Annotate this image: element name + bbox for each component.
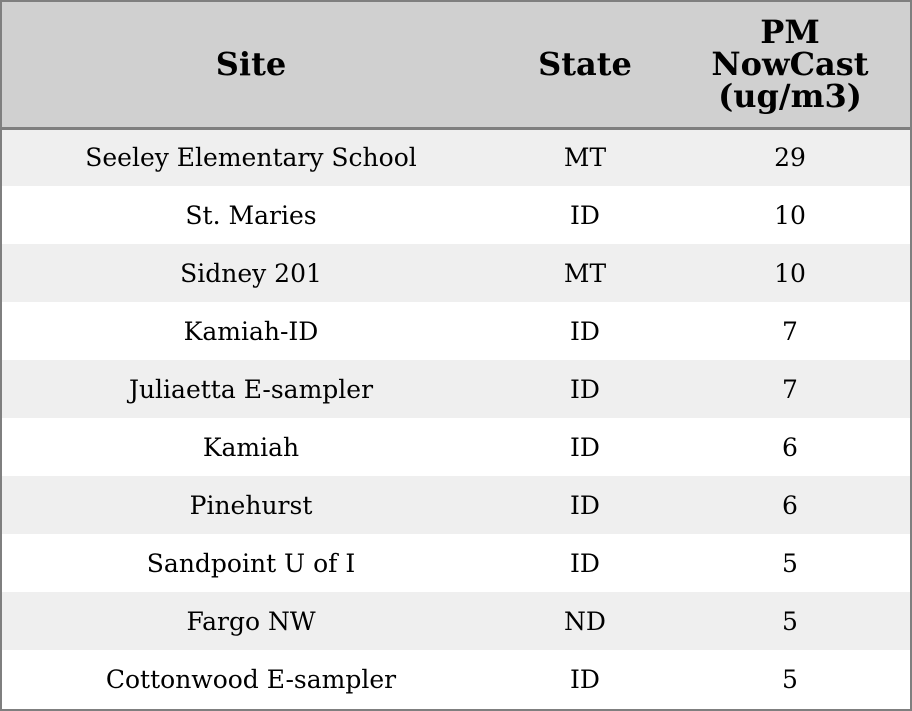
- cell-pm-nowcast: 10: [774, 200, 806, 230]
- cell-site: Juliaetta E-sampler: [128, 374, 374, 404]
- column-header-pm-nowcast: [670, 2, 910, 128]
- table-row: [2, 592, 910, 650]
- cell-site: Kamiah-ID: [183, 316, 319, 346]
- cell-pm-nowcast: 5: [782, 548, 798, 578]
- cell-pm-nowcast: 5: [782, 664, 798, 694]
- table-row: [2, 302, 910, 360]
- cell-site: Seeley Elementary School: [85, 143, 417, 173]
- cell-site: Fargo NW: [186, 606, 316, 636]
- cell-state: ND: [564, 606, 606, 636]
- table-body: [2, 128, 910, 708]
- table-row: [2, 650, 910, 708]
- pm-nowcast-table: [2, 2, 910, 708]
- cell-site: Pinehurst: [189, 490, 313, 520]
- cell-site: Sidney 201: [180, 258, 322, 288]
- table-header-row: [2, 2, 910, 128]
- column-header-pm-nowcast-label: PM NowCast (ug/m3): [711, 13, 869, 116]
- cell-pm-nowcast: 5: [782, 606, 798, 636]
- cell-site: Sandpoint U of I: [146, 548, 356, 578]
- cell-state: ID: [570, 374, 600, 404]
- cell-pm-nowcast: 29: [774, 143, 806, 173]
- cell-state: ID: [570, 490, 600, 520]
- cell-state: ID: [570, 432, 600, 462]
- cell-pm-nowcast: 6: [782, 490, 798, 520]
- cell-state: ID: [570, 548, 600, 578]
- table-row: [2, 128, 910, 186]
- cell-state: ID: [570, 316, 600, 346]
- table-row: [2, 418, 910, 476]
- cell-pm-nowcast: 10: [774, 258, 806, 288]
- cell-state: ID: [570, 664, 600, 694]
- cell-pm-nowcast: 7: [782, 316, 798, 346]
- column-header-state: State: [500, 2, 670, 128]
- cell-site: St. Maries: [185, 200, 317, 230]
- table-row: [2, 476, 910, 534]
- cell-site: Kamiah: [202, 432, 300, 462]
- column-header-site: Site: [2, 2, 500, 128]
- cell-pm-nowcast: 6: [782, 432, 798, 462]
- cell-state: ID: [570, 200, 600, 230]
- table-row: [2, 534, 910, 592]
- cell-state: MT: [563, 143, 607, 173]
- table-row: [2, 186, 910, 244]
- cell-state: MT: [563, 258, 607, 288]
- cell-site: Cottonwood E-sampler: [105, 664, 397, 694]
- table-row: [2, 244, 910, 302]
- cell-pm-nowcast: 7: [782, 374, 798, 404]
- table-row: [2, 360, 910, 418]
